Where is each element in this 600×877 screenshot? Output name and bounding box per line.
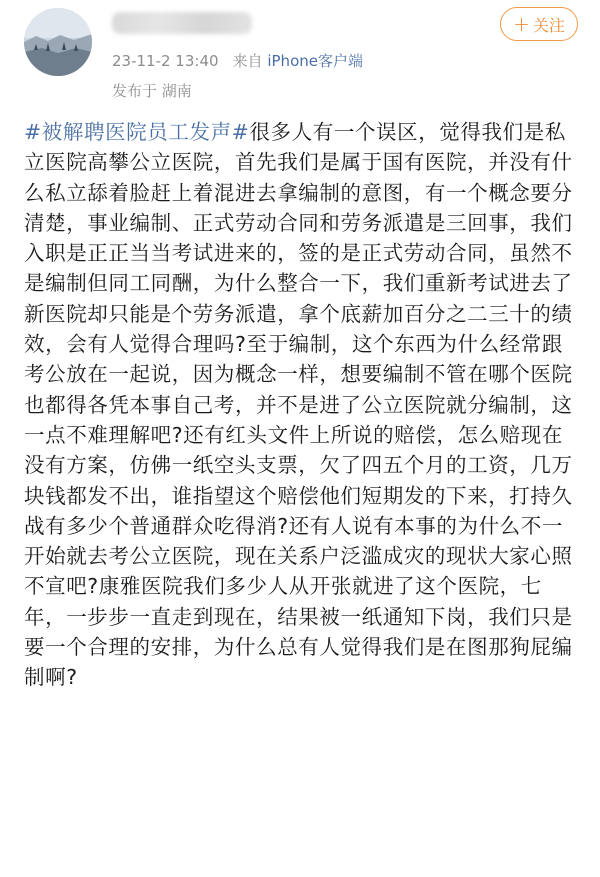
post-content: [24, 117, 580, 693]
post-timestamp: 23-11-2 13:40: [112, 52, 219, 70]
post-header: [0, 0, 600, 110]
follow-button[interactable]: [500, 7, 578, 41]
source-prefix: 来自: [232, 52, 263, 70]
follow-label: 关注: [532, 15, 565, 35]
avatar[interactable]: [24, 8, 92, 76]
post-body: [24, 117, 580, 693]
post-location: 发布于 湖南: [112, 82, 192, 100]
avatar-image: [24, 8, 92, 76]
post-text: 很多人有一个误区，觉得我们是私立医院高攀公立医院，首先我们是属于国有医院，并没有什么私立舔着脸赶上着混进去拿编制的意图，有一个概念要分清楚，事业编制、正式劳动合同和劳务派遣是三回事，我们入职是正正当当考试进来的，签的是正式劳动合同，虽然不是编制但同工同酬，为什么整合一下，我们重新考试进去了新医院却只能是个劳务派遣，拿个底薪加百分之二三十的绩效，会有人觉得合理吗?至于编制，这个东西为什么经常跟考公放在一起说，因为概念一样，想要编制不管在哪个医院也都得各凭本事自己考，并不是进了公立医院就分编制，这一点不难理解吧?还有红头文件上所说的赔偿，怎么赔现在没有方案，仿佛一纸空头支票，欠了四五个月的工资，几万块钱都发不出，谁指望这个赔偿他们短期发的下来，打持久战有多少个普通群众吃得消?还有人说有本事的为什么不一开始就去考公立医院，现在关系户泛滥成灾的现状大家心照不宣吧?康雅医院我们多少人从开张就进了这个医院，七年，一步步一直走到现在，结果被一纸通知下岗，我们只是要一个合理的安排，为什么总有人觉得我们是在图那狗屁编制啊?: [24, 120, 573, 690]
username-blurred[interactable]: [112, 12, 252, 34]
post-meta: [112, 50, 363, 71]
hashtag-link[interactable]: #被解聘医院员工发声#: [24, 120, 250, 144]
plus-icon: +: [513, 12, 530, 36]
client-name[interactable]: iPhone客户端: [267, 52, 363, 70]
